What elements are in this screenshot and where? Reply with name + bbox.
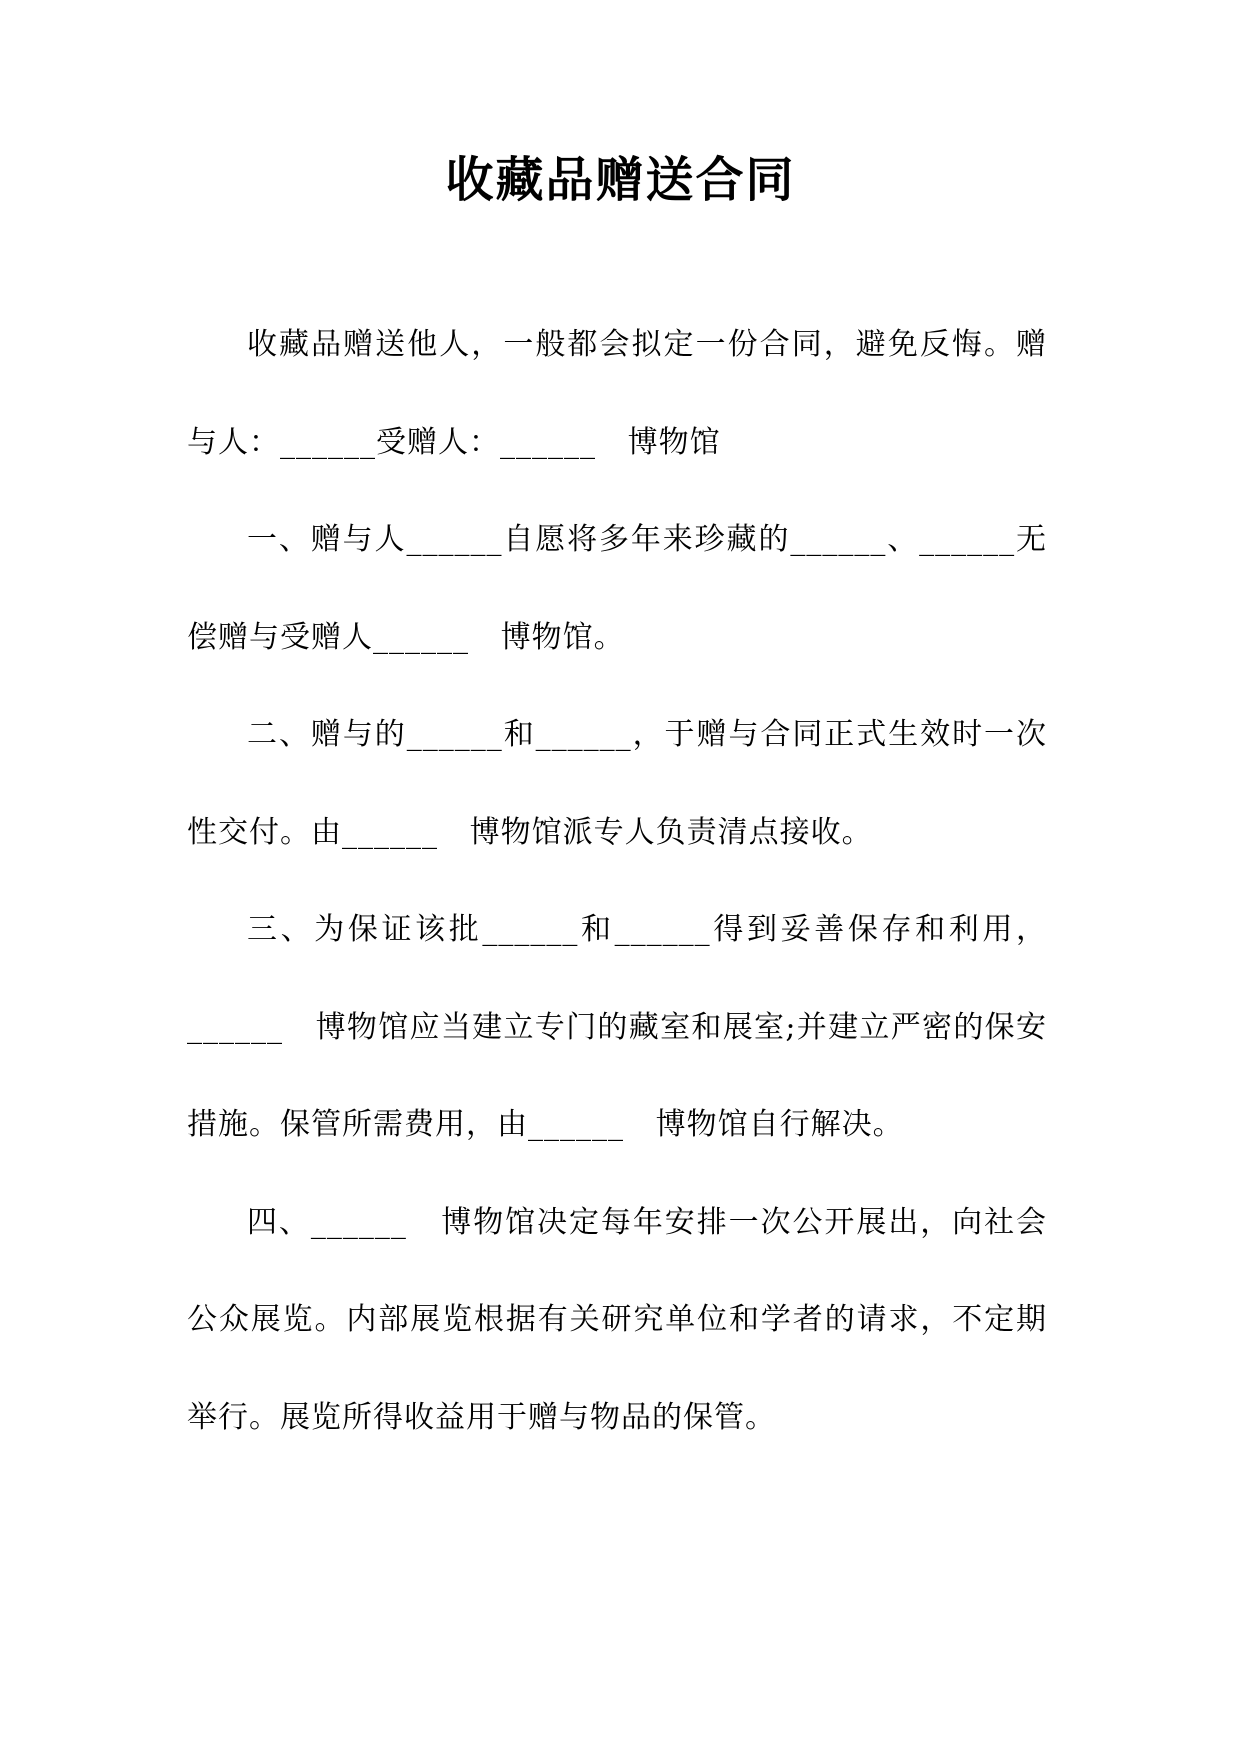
paragraph-clause-2: 二、赠与的______和______，于赠与合同正式生效时一次性交付。由______ 博物馆派专人负责清点接收。 — [187, 717, 1047, 850]
document-body — [187, 296, 1047, 1466]
paragraph-clause-4: 四、______ 博物馆决定每年安排一次公开展出，向社会公众展览。内部展览根据有关研究单位和学者的请求，不定期举行。展览所得收益用于赠与物品的保管。 — [187, 1204, 1047, 1435]
paragraph-intro: 收藏品赠送他人，一般都会拟定一份合同，避免反悔。赠与人：______受赠人：______ 博物馆 — [187, 327, 1047, 460]
paragraph-clause-3: 三、为保证该批______和______得到妥善保存和利用，______ 博物馆应当建立专门的藏室和展室;并建立严密的保安措施。保管所需费用，由______ 博物馆自行解决。 — [187, 912, 1047, 1142]
paragraph-clause-1: 一、赠与人______自愿将多年来珍藏的______、______无偿赠与受赠人______ 博物馆。 — [187, 522, 1047, 655]
document-title: 收藏品赠送合同 — [445, 152, 796, 208]
